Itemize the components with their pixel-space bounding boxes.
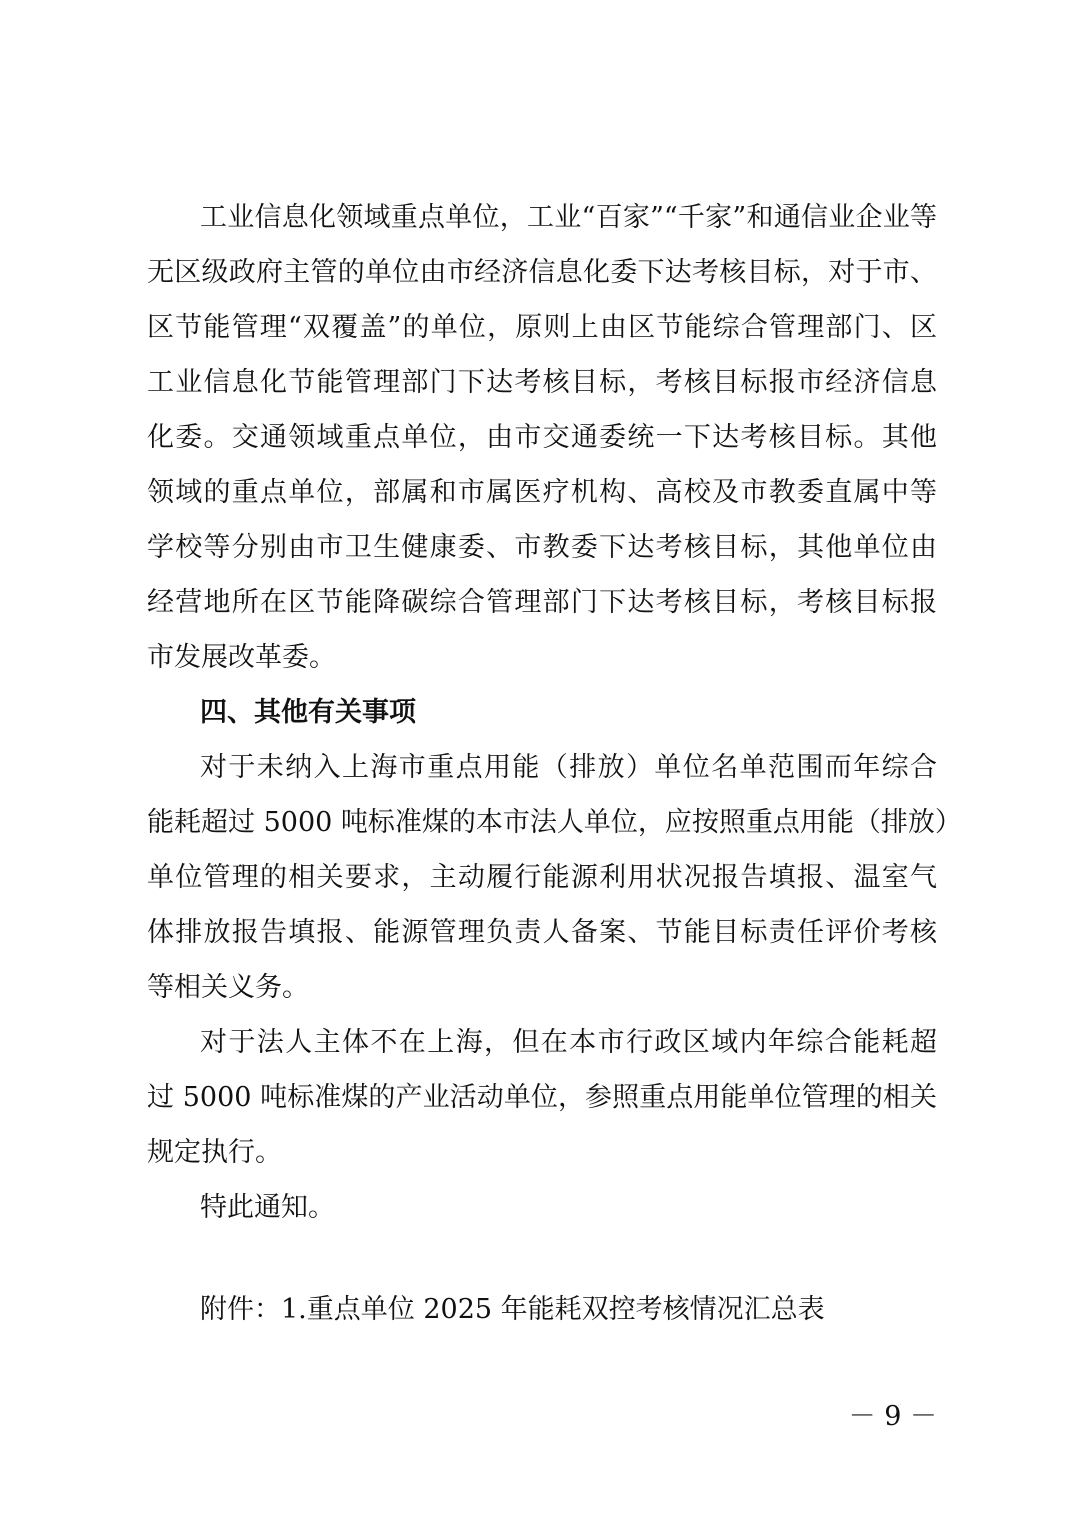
paragraph-1-line-1: 工业信息化领域重点单位，工业“百家”“千家”和通信业企业等 xyxy=(200,202,937,233)
page-number: － 9 － xyxy=(848,1401,937,1432)
paragraph-1-line-8: 经营地所在区节能降碳综合管理部门下达考核目标，考核目标报 xyxy=(147,587,937,618)
paragraph-2-line-1: 对于未纳入上海市重点用能（排放）单位名单范围而年综合 xyxy=(200,752,937,783)
closing-text: 特此通知。 xyxy=(200,1192,335,1223)
paragraph-2-line-3: 单位管理的相关要求，主动履行能源利用状况报告填报、温室气 xyxy=(147,862,937,893)
paragraph-1-line-3: 区节能管理“双覆盖”的单位，原则上由区节能综合管理部门、区 xyxy=(147,312,937,343)
paragraph-1-line-4: 工业信息化节能管理部门下达考核目标，考核目标报市经济信息 xyxy=(147,367,937,398)
paragraph-2-line-5: 等相关义务。 xyxy=(147,972,309,1003)
paragraph-3-line-3: 规定执行。 xyxy=(147,1137,282,1168)
paragraph-1-line-2: 无区级政府主管的单位由市经济信息化委下达考核目标，对于市、 xyxy=(147,257,937,288)
paragraph-1-line-7: 学校等分别由市卫生健康委、市教委下达考核目标，其他单位由 xyxy=(147,532,937,563)
attachment-line: 附件：1.重点单位 2025 年能耗双控考核情况汇总表 xyxy=(200,1294,825,1325)
paragraph-2-line-4: 体排放报告填报、能源管理负责人备案、节能目标责任评价考核 xyxy=(147,917,937,948)
paragraph-2-line-2: 能耗超过 5000 吨标准煤的本市法人单位，应按照重点用能（排放） xyxy=(147,807,962,838)
paragraph-1-line-6: 领域的重点单位，部属和市属医疗机构、高校及市教委直属中等 xyxy=(147,477,937,508)
paragraph-3-line-2: 过 5000 吨标准煤的产业活动单位，参照重点用能单位管理的相关 xyxy=(147,1082,937,1113)
section-heading: 四、其他有关事项 xyxy=(200,697,416,728)
paragraph-1-line-9: 市发展改革委。 xyxy=(147,642,336,673)
paragraph-1-line-5: 化委。交通领域重点单位，由市交通委统一下达考核目标。其他 xyxy=(147,422,937,453)
paragraph-3-line-1: 对于法人主体不在上海，但在本市行政区域内年综合能耗超 xyxy=(200,1027,937,1058)
